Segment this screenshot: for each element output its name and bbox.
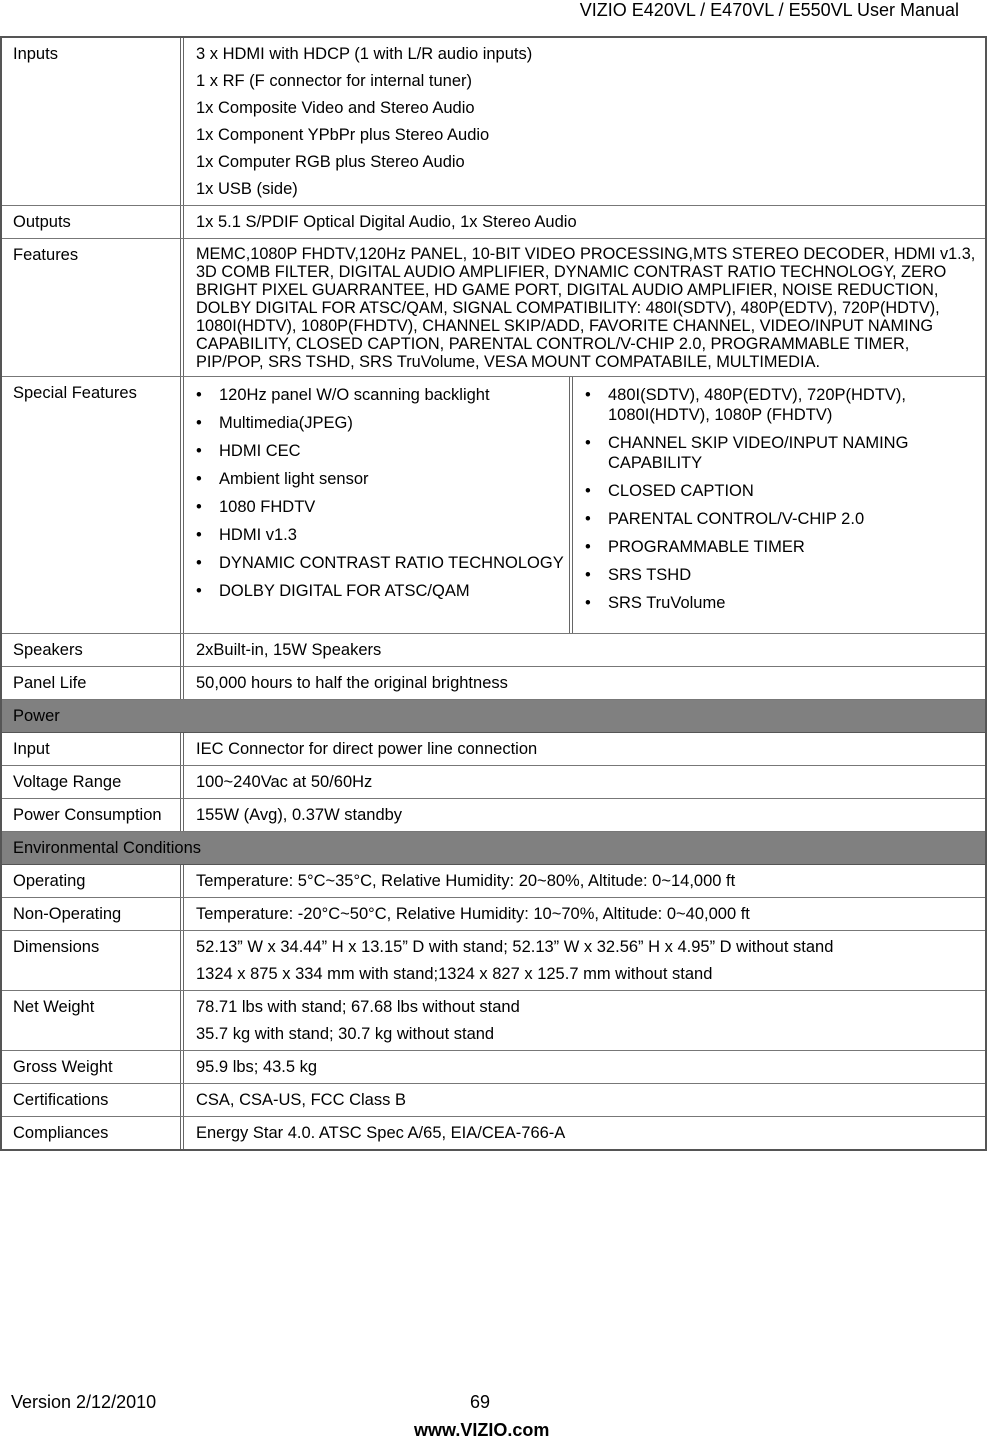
footer-page-number: 69 bbox=[470, 1392, 491, 1412]
row-label: Special Features bbox=[2, 377, 184, 633]
row-value: MEMC,1080P FHDTV,120Hz PANEL, 10-BIT VIDEO PROCESSING,MTS STEREO DECODER, HDMI v1.3, 3D COMB FILTER, DIGITAL AUDIO AMPLIFIER, DYNAMIC CONTRAST RATIO TECHNOLOGY, ZERO BRIGHT PIXEL GUARRANTEE, HD GAME PORT, DIGITAL AUDIO AMPLIFIER, NOISE REDUCTION, DOLBY DIGITAL FOR ATSC/QAM, SIGNAL COMPATIBILITY: 480I(SDTV), 480P(EDTV), 720P(HDTV), 1080I(HDTV), 1080P(FHDTV), CHANNEL SKIP/ADD, FAVORITE CHANNEL, VIDEO/INPUT NAMING CAPABILITY, CLOSED CAPTION, PARENTAL CONTROL/V-CHIP 2.0, PROGRAMMABLE TIMER, PIP/POP, SRS TSHD, SRS TruVolume, VESA MOUNT COMPATABILE, MULTIMEDIA. bbox=[196, 245, 976, 371]
section-header-environmental: Environmental Conditions bbox=[2, 832, 985, 865]
dimension-line: 1324 x 875 x 334 mm with stand;1324 x 827 x 125.7 mm without stand bbox=[196, 965, 713, 983]
list-item: • DOLBY DIGITAL FOR ATSC/QAM bbox=[194, 581, 565, 601]
row-special-features bbox=[2, 377, 985, 634]
list-item: • DYNAMIC CONTRAST RATIO TECHNOLOGY bbox=[194, 553, 565, 573]
input-line: 1 x RF (F connector for internal tuner) bbox=[196, 72, 473, 90]
row-power-input bbox=[2, 733, 985, 766]
row-certifications bbox=[2, 1084, 985, 1117]
list-item: • CLOSED CAPTION bbox=[583, 481, 977, 501]
list-item: • PARENTAL CONTROL/V-CHIP 2.0 bbox=[583, 509, 977, 529]
row-value: 1x 5.1 S/PDIF Optical Digital Audio, 1x Stereo Audio bbox=[196, 213, 577, 231]
row-label: Operating bbox=[2, 865, 184, 897]
row-value: IEC Connector for direct power line connection bbox=[196, 740, 538, 758]
row-value: Temperature: -20°C~50°C, Relative Humidity: 10~70%, Altitude: 0~40,000 ft bbox=[196, 905, 750, 923]
row-label: Voltage Range bbox=[2, 766, 184, 798]
list-item: • SRS TruVolume bbox=[583, 593, 977, 613]
row-label: Panel Life bbox=[2, 667, 184, 699]
row-label: Certifications bbox=[2, 1084, 184, 1116]
row-label: Dimensions bbox=[2, 931, 184, 990]
input-line: 1x Computer RGB plus Stereo Audio bbox=[196, 153, 465, 171]
row-label: Power Consumption bbox=[2, 799, 184, 831]
row-value: 95.9 lbs; 43.5 kg bbox=[196, 1058, 318, 1076]
row-label: Net Weight bbox=[2, 991, 184, 1050]
list-item: • CHANNEL SKIP VIDEO/INPUT NAMING CAPABILITY bbox=[583, 433, 977, 473]
row-label: Features bbox=[2, 239, 184, 376]
input-line: 3 x HDMI with HDCP (1 with L/R audio inputs) bbox=[196, 45, 533, 63]
row-value: 2xBuilt-in, 15W Speakers bbox=[196, 641, 382, 659]
page-header: VIZIO E420VL / E470VL / E550VL User Manual bbox=[579, 0, 959, 20]
input-line: 1x Component YPbPr plus Stereo Audio bbox=[196, 126, 490, 144]
row-panel-life bbox=[2, 667, 985, 700]
row-voltage-range bbox=[2, 766, 985, 799]
list-item: • PROGRAMMABLE TIMER bbox=[583, 537, 977, 557]
list-item: • 120Hz panel W/O scanning backlight bbox=[194, 385, 565, 405]
row-dimensions bbox=[2, 931, 985, 991]
list-item: • 1080 FHDTV bbox=[194, 497, 565, 517]
row-compliances bbox=[2, 1117, 985, 1149]
input-line: 1x USB (side) bbox=[196, 180, 298, 198]
special-features-right-column bbox=[573, 377, 985, 633]
weight-line: 78.71 lbs with stand; 67.68 lbs without stand bbox=[196, 998, 520, 1016]
row-speakers bbox=[2, 634, 985, 667]
row-net-weight bbox=[2, 991, 985, 1051]
row-label: Non-Operating bbox=[2, 898, 184, 930]
row-label: Gross Weight bbox=[2, 1051, 184, 1083]
row-outputs bbox=[2, 206, 985, 239]
row-value: Energy Star 4.0. ATSC Spec A/65, EIA/CEA-766-A bbox=[196, 1124, 566, 1142]
row-value: CSA, CSA-US, FCC Class B bbox=[196, 1091, 406, 1109]
footer-url: www.VIZIO.com bbox=[414, 1420, 550, 1440]
row-inputs bbox=[2, 38, 985, 206]
section-header-power: Power bbox=[2, 700, 985, 733]
list-item: • 480I(SDTV), 480P(EDTV), 720P(HDTV), 1080I(HDTV), 1080P (FHDTV) bbox=[583, 385, 977, 425]
row-value bbox=[184, 38, 985, 205]
footer-version: Version 2/12/2010 bbox=[11, 1392, 157, 1412]
list-item: • Ambient light sensor bbox=[194, 469, 565, 489]
row-label: Compliances bbox=[2, 1117, 184, 1149]
row-value bbox=[184, 991, 985, 1050]
row-value bbox=[184, 377, 985, 633]
input-line: 1x Composite Video and Stereo Audio bbox=[196, 99, 475, 117]
row-features bbox=[2, 239, 985, 377]
row-value: Temperature: 5°C~35°C, Relative Humidity: 20~80%, Altitude: 0~14,000 ft bbox=[196, 872, 736, 890]
list-item: • SRS TSHD bbox=[583, 565, 977, 585]
row-value bbox=[184, 931, 985, 990]
row-operating bbox=[2, 865, 985, 898]
list-item: • HDMI v1.3 bbox=[194, 525, 565, 545]
weight-line: 35.7 kg with stand; 30.7 kg without stand bbox=[196, 1025, 495, 1043]
spec-table bbox=[0, 36, 987, 1151]
row-gross-weight bbox=[2, 1051, 985, 1084]
list-item: • Multimedia(JPEG) bbox=[194, 413, 565, 433]
row-value: 50,000 hours to half the original brightness bbox=[196, 674, 508, 692]
row-label: Inputs bbox=[2, 38, 184, 205]
row-non-operating bbox=[2, 898, 985, 931]
row-value: 155W (Avg), 0.37W standby bbox=[196, 806, 403, 824]
row-value: 100~240Vac at 50/60Hz bbox=[196, 773, 373, 791]
row-power-consumption bbox=[2, 799, 985, 832]
dimension-line: 52.13” W x 34.44” H x 13.15” D with stand; 52.13” W x 32.56” H x 4.95” D without stand bbox=[196, 938, 834, 956]
row-label: Outputs bbox=[2, 206, 184, 238]
row-label: Speakers bbox=[2, 634, 184, 666]
list-item: • HDMI CEC bbox=[194, 441, 565, 461]
special-features-left-column bbox=[184, 377, 573, 633]
row-label: Input bbox=[2, 733, 184, 765]
